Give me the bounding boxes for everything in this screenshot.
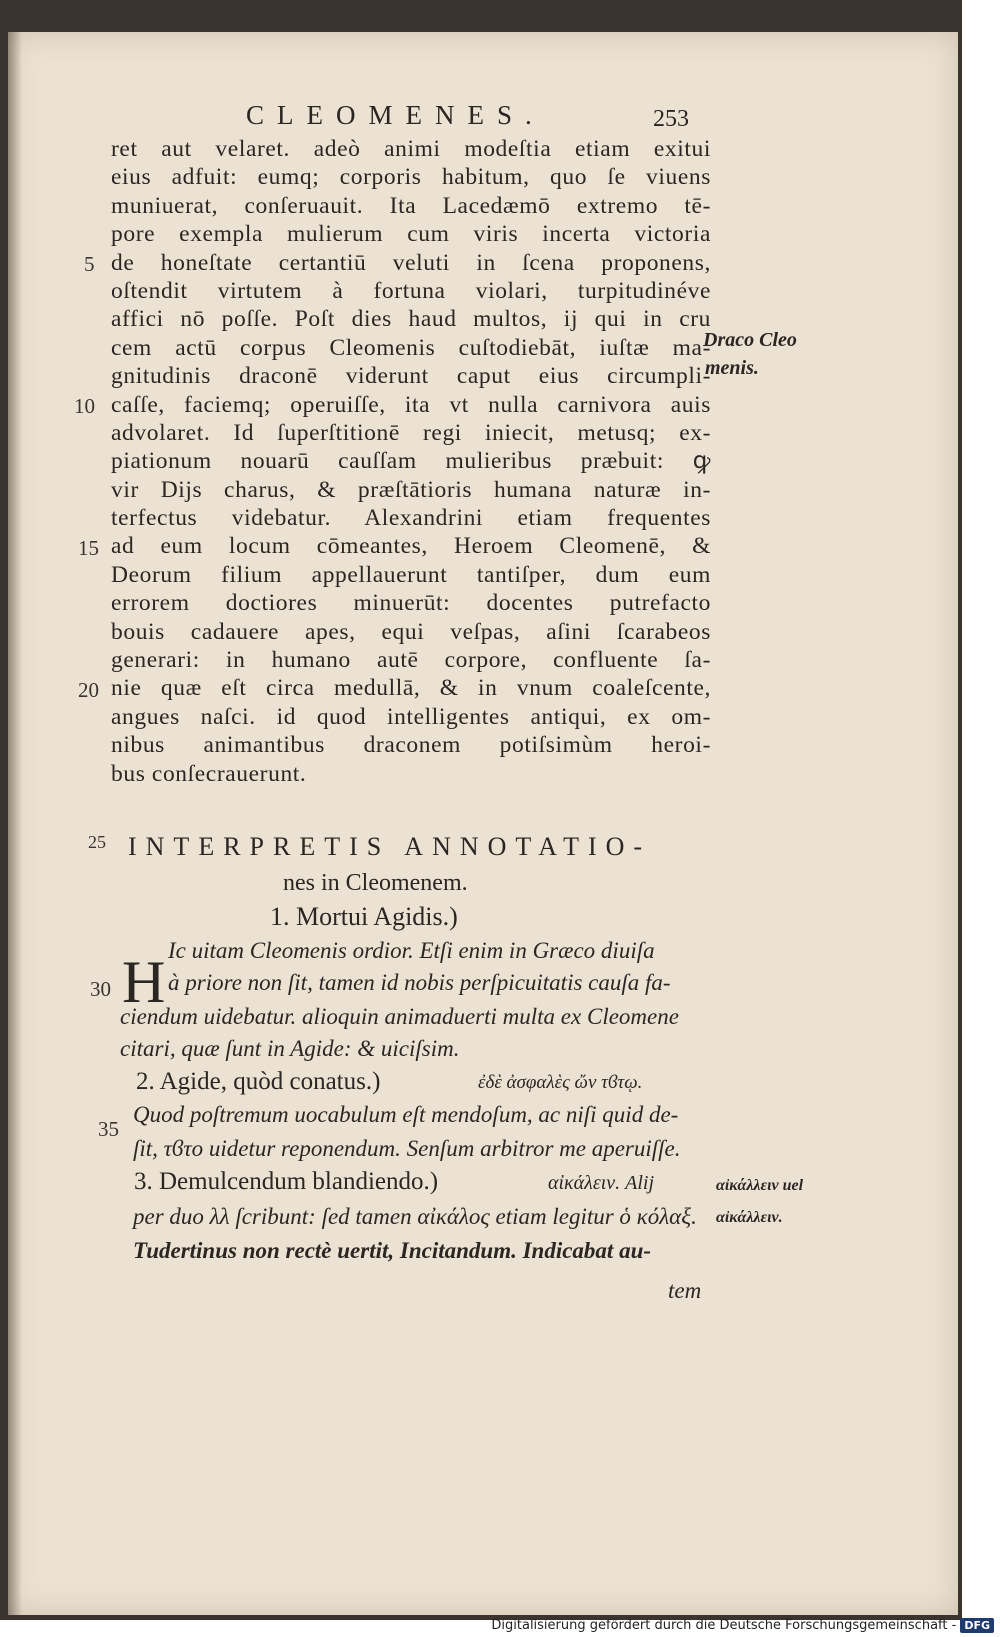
note-line: Quod poſtremum uocabulum eſt mendoſum, ac niſi quid de- <box>133 1102 679 1127</box>
note-title: 2. Agide, quòd conatus.) <box>136 1068 381 1095</box>
line-number: 10 <box>74 394 95 418</box>
text-line: bus conſecrauerunt. <box>111 760 307 787</box>
text-line: de honeſtate certantiū veluti in ſcena proponens, <box>111 249 711 276</box>
line-number: 35 <box>98 1117 119 1141</box>
line-number: 20 <box>78 678 99 702</box>
gutter-shadow <box>8 32 22 1615</box>
text-line: gnitudinis draconē viderunt caput eius circumpli- <box>111 363 711 390</box>
margin-note-line: menis. <box>705 357 759 379</box>
text-line: bouis cadauere apes, equi veſpas, aſini ſcarabeos <box>111 618 711 645</box>
page-number: 253 <box>653 106 689 132</box>
margin-note-line: αἰκάλλειν uel <box>716 1177 804 1194</box>
note-title: 3. Demulcendum blandiendo.) <box>134 1168 439 1195</box>
note-line: ciendum uidebatur. alioquin animaduerti multa ex Cleomene <box>120 1004 679 1029</box>
note-title: 1. Mortui Agidis.) <box>270 902 458 931</box>
margin-note-line: αἰκάλλειν. <box>716 1209 783 1226</box>
book-page <box>8 32 958 1615</box>
line-number: 15 <box>78 536 99 560</box>
text-line: pore exempla mulierum cum viris incerta victoria <box>111 221 711 248</box>
text-line: errorem doctiores minuerūt: docentes putrefacto <box>111 590 711 617</box>
note-line: Ic uitam Cleomenis ordior. Etſi enim in Græco diuiſa <box>168 938 655 963</box>
margin-note <box>703 326 797 382</box>
margin-note-line: Draco Cleo <box>703 329 797 351</box>
line-number: 30 <box>90 977 111 1001</box>
credit-text: Digitalisierung gefördert durch die Deutsche Forschungsgemeinschaft - <box>491 1618 957 1633</box>
section-heading: INTERPRETIS ANNOTATIO- <box>128 832 652 861</box>
note-line: Tudertinus non rectè uertit, Incitandum. Indicabat au- <box>133 1238 652 1263</box>
text-line: eius adfuit: eumq; corporis habitum, quo ſe viuens <box>111 164 711 191</box>
dfg-logo: DFG <box>960 1618 994 1633</box>
note-line: citari, quæ ſunt in Agide: & uiciſsim. <box>120 1036 460 1061</box>
text-line: muniuerat, conſeruauit. Ita Lacedæmō extremo tē- <box>111 192 711 219</box>
text-line: ad eum locum cōmeantes, Heroem Cleomenē, & <box>111 533 711 560</box>
note-line: per duo λλ ſcribunt: ſed tamen αἰκάλος etiam legitur ὁ κόλαξ. <box>133 1204 697 1229</box>
line-number: 25 <box>88 832 106 852</box>
text-line: oſtendit virtutem à fortuna violari, turpitudinéve <box>111 277 711 304</box>
note-line: à priore non ſit, tamen id nobis perſpicuitatis cauſa fa- <box>168 970 671 995</box>
text-line: caſſe, faciemq; operuiſſe, ita vt nulla carnivora auis <box>111 391 711 418</box>
section-heading-continuation: nes in Cleomenem. <box>283 870 468 896</box>
text-line: nie quæ eſt circa medullā, & in vnum coaleſcente, <box>111 675 711 702</box>
running-title: CLEOMENES. <box>246 100 545 130</box>
text-line: vir Dijs charus, & præſtātioris humana naturæ in- <box>111 476 711 503</box>
drop-capital: H <box>122 949 166 1015</box>
main-text-block <box>111 135 711 788</box>
text-line: angues naſci. id quod intelligentes antiqui, ex om- <box>111 703 711 730</box>
text-line: affici nō poſſe. Poſt dies haud multos, ij qui in cru <box>111 306 711 333</box>
line-number: 5 <box>84 252 95 276</box>
greek-citation: ἐδὲ ἀσφαλὲς ὤν τϐτῳ. <box>478 1072 643 1093</box>
text-line: cem actū corpus Cleomenis cuſtodiebāt, iuſtæ ma- <box>111 334 711 361</box>
text-line: nibus animantibus draconem potiſsimùm heroi- <box>111 732 711 759</box>
text-line: advolaret. Id ſuperſtitionē regi iniecit, metusq; ex- <box>111 419 711 446</box>
text-line: Deorum filium appellauerunt tantiſper, dum eum <box>111 561 711 588</box>
text-line: generari: in humano autē corpore, confluente ſa- <box>111 647 711 674</box>
text-line: ret aut velaret. adeò animi modeſtia etiam exitui <box>111 136 711 162</box>
catchword: tem <box>668 1278 702 1303</box>
margin-note <box>716 1170 803 1234</box>
digitization-credit <box>491 1618 994 1633</box>
note-line: ſit, τϐτο uidetur reponendum. Senſum arbitror me aperuiſſe. <box>133 1136 681 1161</box>
text-line: piationum nouarū cauſſam mulieribus præbuit: ꝙ <box>111 448 711 475</box>
greek-citation: αἰκάλειν. Alij <box>548 1172 655 1194</box>
text-line: terfectus videbatur. Alexandrini etiam frequentes <box>111 505 711 532</box>
